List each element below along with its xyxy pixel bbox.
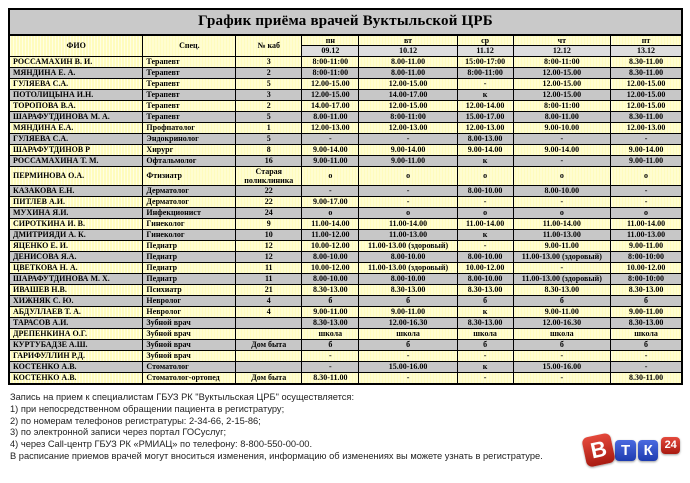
time-fri: 8.30-13.00 bbox=[611, 318, 682, 329]
time-tue: - bbox=[359, 351, 457, 362]
cabinet: 9 bbox=[236, 219, 302, 230]
time-thu: - bbox=[513, 197, 611, 208]
table-row bbox=[9, 285, 682, 296]
table-row bbox=[9, 307, 682, 318]
time-wed: к bbox=[457, 230, 513, 241]
time-thu: 8.30-13.00 bbox=[513, 285, 611, 296]
doctor-name: КОСТЕНКО А.В. bbox=[9, 362, 143, 373]
cabinet: 5 bbox=[236, 133, 302, 144]
time-tue: 9.00-14.00 bbox=[359, 144, 457, 155]
date-header-mon: 09.12 bbox=[302, 46, 359, 56]
specialty: Терапевт bbox=[143, 89, 236, 100]
time-tue: о bbox=[359, 166, 457, 185]
time-wed: 8.00-10.00 bbox=[457, 252, 513, 263]
table-row bbox=[9, 252, 682, 263]
time-tue: 15.00-16.00 bbox=[359, 362, 457, 373]
time-tue: - bbox=[359, 197, 457, 208]
time-fri: - bbox=[611, 362, 682, 373]
logo-tile: Т bbox=[615, 440, 636, 461]
table-row bbox=[9, 373, 682, 385]
time-tue: 12.00-15.00 bbox=[359, 78, 457, 89]
time-tue: - bbox=[359, 133, 457, 144]
time-thu: б bbox=[513, 340, 611, 351]
time-thu: 9.00-14.00 bbox=[513, 144, 611, 155]
time-mon: 10.00-12.00 bbox=[302, 263, 359, 274]
cabinet: 5 bbox=[236, 78, 302, 89]
time-fri: 9.00-14.00 bbox=[611, 144, 682, 155]
time-mon: 8:00-11:00 bbox=[302, 56, 359, 67]
time-fri: 8.30-11.00 bbox=[611, 56, 682, 67]
time-mon: 8.30-13.00 bbox=[302, 318, 359, 329]
column-header-fio: ФИО bbox=[9, 35, 143, 56]
cabinet: 16 bbox=[236, 155, 302, 166]
table-row bbox=[9, 351, 682, 362]
doctor-name: ПОТОЛИЦЫНА И.Н. bbox=[9, 89, 143, 100]
time-tue: школа bbox=[359, 329, 457, 340]
time-tue: 8.30-13.00 bbox=[359, 285, 457, 296]
doctor-name: КАЗАКОВА Е.Н. bbox=[9, 186, 143, 197]
table-row bbox=[9, 241, 682, 252]
time-tue: 14.00-17.00 bbox=[359, 89, 457, 100]
specialty: Педиатр bbox=[143, 263, 236, 274]
table-row bbox=[9, 78, 682, 89]
page-title: График приёма врачей Вуктыльской ЦРБ bbox=[9, 9, 682, 35]
cabinet: 2 bbox=[236, 100, 302, 111]
table-row bbox=[9, 296, 682, 307]
time-wed: о bbox=[457, 166, 513, 185]
specialty: Зубной врач bbox=[143, 318, 236, 329]
time-wed: 8.00-10.00 bbox=[457, 186, 513, 197]
day-header-fri: пт bbox=[611, 35, 682, 46]
doctor-name: МЯНДИНА Е.А. bbox=[9, 122, 143, 133]
time-wed: - bbox=[457, 241, 513, 252]
specialty: Зубной врач bbox=[143, 340, 236, 351]
time-thu: б bbox=[513, 296, 611, 307]
specialty: Стоматолог-ортопед bbox=[143, 373, 236, 385]
specialty: Невролог bbox=[143, 307, 236, 318]
specialty: Терапевт bbox=[143, 111, 236, 122]
table-row bbox=[9, 197, 682, 208]
specialty: Дерматолог bbox=[143, 186, 236, 197]
day-header-mon: пн bbox=[302, 35, 359, 46]
time-fri: школа bbox=[611, 329, 682, 340]
time-fri: 9.00-11.00 bbox=[611, 155, 682, 166]
time-mon: 10.00-12.00 bbox=[302, 241, 359, 252]
cabinet: 4 bbox=[236, 307, 302, 318]
time-tue: 8:00-11:00 bbox=[359, 111, 457, 122]
specialty: Психиатр bbox=[143, 285, 236, 296]
table-row bbox=[9, 100, 682, 111]
cabinet: 22 bbox=[236, 186, 302, 197]
logo-tile: В bbox=[581, 432, 616, 467]
table-row bbox=[9, 144, 682, 155]
time-thu: 8:00-11:00 bbox=[513, 100, 611, 111]
table-row bbox=[9, 67, 682, 78]
time-fri: 12.00-15.00 bbox=[611, 100, 682, 111]
cabinet bbox=[236, 351, 302, 362]
specialty: Эндокринолог bbox=[143, 133, 236, 144]
table-row bbox=[9, 318, 682, 329]
time-thu: - bbox=[513, 155, 611, 166]
time-wed: 10.00-12.00 bbox=[457, 263, 513, 274]
table-row bbox=[9, 329, 682, 340]
time-tue: 12.00-15.00 bbox=[359, 100, 457, 111]
footer-line: 2) по номерам телефонов регистратуры: 2-34-66, 2-15-86; bbox=[10, 415, 261, 426]
table-row bbox=[9, 133, 682, 144]
time-fri: 8.30-11.00 bbox=[611, 67, 682, 78]
time-fri: 12.00-15.00 bbox=[611, 78, 682, 89]
time-fri: о bbox=[611, 166, 682, 185]
time-fri: б bbox=[611, 340, 682, 351]
day-header-tue: вт bbox=[359, 35, 457, 46]
time-wed: 12.00-13.00 bbox=[457, 122, 513, 133]
time-mon: - bbox=[302, 362, 359, 373]
time-wed: - bbox=[457, 351, 513, 362]
time-fri: - bbox=[611, 133, 682, 144]
time-fri: 9.00-11.00 bbox=[611, 241, 682, 252]
vtk24-logo bbox=[584, 424, 680, 476]
specialty: Педиатр bbox=[143, 252, 236, 263]
cabinet: 12 bbox=[236, 241, 302, 252]
schedule-sheet bbox=[8, 8, 683, 385]
date-header-fri: 13.12 bbox=[611, 46, 682, 56]
specialty: Педиатр bbox=[143, 241, 236, 252]
time-mon: 12.00-15.00 bbox=[302, 78, 359, 89]
doctor-name: ШАРАФУТДИНОВА М. Х. bbox=[9, 274, 143, 285]
doctor-name: РОССАМАХИН В. И. bbox=[9, 56, 143, 67]
table-row bbox=[9, 56, 682, 67]
cabinet: Дом быта bbox=[236, 340, 302, 351]
time-mon: 8.30-13.00 bbox=[302, 285, 359, 296]
cabinet bbox=[236, 362, 302, 373]
column-header-cab: № каб bbox=[236, 35, 302, 56]
time-fri: 8:00-10:00 bbox=[611, 252, 682, 263]
time-fri: 8.30-11.00 bbox=[611, 111, 682, 122]
doctor-name: ТАРАСОВ А.И. bbox=[9, 318, 143, 329]
time-wed: к bbox=[457, 89, 513, 100]
doctor-name: КУРТУБАДЗЕ А.Ш. bbox=[9, 340, 143, 351]
time-thu: 12.00-16.30 bbox=[513, 318, 611, 329]
time-thu: 8.00-10.00 bbox=[513, 186, 611, 197]
time-mon: 14.00-17.00 bbox=[302, 100, 359, 111]
time-tue: б bbox=[359, 340, 457, 351]
specialty: Дерматолог bbox=[143, 197, 236, 208]
time-tue: 12.00-13.00 bbox=[359, 122, 457, 133]
table-row bbox=[9, 340, 682, 351]
time-mon: 9.00-14.00 bbox=[302, 144, 359, 155]
specialty: Профпатолог bbox=[143, 122, 236, 133]
table-row bbox=[9, 111, 682, 122]
time-tue: 11.00-14.00 bbox=[359, 219, 457, 230]
table-row bbox=[9, 89, 682, 100]
doctor-name: ДЕНИСОВА Я.А. bbox=[9, 252, 143, 263]
date-header-thu: 12.12 bbox=[513, 46, 611, 56]
time-fri: 8.30-11.00 bbox=[611, 373, 682, 385]
time-tue: - bbox=[359, 373, 457, 385]
doctor-name: ИВАШЕВ Н.В. bbox=[9, 285, 143, 296]
time-mon: о bbox=[302, 166, 359, 185]
time-wed: к bbox=[457, 155, 513, 166]
cabinet: 21 bbox=[236, 285, 302, 296]
footer-line: 1) при непосредственном обращении пациента в регистратуру; bbox=[10, 403, 285, 414]
time-fri: 8:00-10:00 bbox=[611, 274, 682, 285]
time-thu: 11.00-13.00 (здоровый) bbox=[513, 252, 611, 263]
time-wed: - bbox=[457, 373, 513, 385]
time-mon: 9.00-17.00 bbox=[302, 197, 359, 208]
table-row bbox=[9, 186, 682, 197]
time-thu: - bbox=[513, 373, 611, 385]
table-row bbox=[9, 166, 682, 185]
day-header-wed: ср bbox=[457, 35, 513, 46]
time-thu: 12.00-15.00 bbox=[513, 67, 611, 78]
time-mon: 8.00-10.00 bbox=[302, 252, 359, 263]
doctor-name: ШАРАФУТДИНОВА М. А. bbox=[9, 111, 143, 122]
time-fri: 9.00-11.00 bbox=[611, 307, 682, 318]
specialty: Терапевт bbox=[143, 78, 236, 89]
time-mon: б bbox=[302, 340, 359, 351]
logo-tile: К bbox=[638, 440, 659, 461]
specialty: Стоматолог bbox=[143, 362, 236, 373]
cabinet bbox=[236, 329, 302, 340]
time-mon: 12.00-13.00 bbox=[302, 122, 359, 133]
table-row bbox=[9, 230, 682, 241]
time-mon: 8:00-11:00 bbox=[302, 67, 359, 78]
doctor-name: РОССАМАХИНА Т. М. bbox=[9, 155, 143, 166]
time-mon: 8.00-10.00 bbox=[302, 274, 359, 285]
doctor-name: ПИТЛЕВ А.И. bbox=[9, 197, 143, 208]
cabinet: 11 bbox=[236, 274, 302, 285]
time-fri: - bbox=[611, 186, 682, 197]
specialty: Терапевт bbox=[143, 56, 236, 67]
cabinet: 5 bbox=[236, 111, 302, 122]
cabinet: 4 bbox=[236, 296, 302, 307]
table-row bbox=[9, 155, 682, 166]
cabinet: 10 bbox=[236, 230, 302, 241]
doctor-name: ГАРИФУЛЛИН Р.Д. bbox=[9, 351, 143, 362]
schedule-table bbox=[8, 8, 683, 385]
specialty: Инфекционист bbox=[143, 208, 236, 219]
time-thu: - bbox=[513, 351, 611, 362]
cabinet: 1 bbox=[236, 122, 302, 133]
time-thu: 12.00-15.00 bbox=[513, 89, 611, 100]
time-tue: 11.00-13.00 (здоровый) bbox=[359, 263, 457, 274]
time-wed: к bbox=[457, 307, 513, 318]
time-wed: к bbox=[457, 362, 513, 373]
cabinet: 24 bbox=[236, 208, 302, 219]
time-mon: - bbox=[302, 133, 359, 144]
doctor-name: СИРОТКИНА И. В. bbox=[9, 219, 143, 230]
time-thu: о bbox=[513, 166, 611, 185]
specialty: Терапевт bbox=[143, 67, 236, 78]
time-tue: 8.00-11.00 bbox=[359, 67, 457, 78]
time-thu: - bbox=[513, 133, 611, 144]
column-header-spec: Спец. bbox=[143, 35, 236, 56]
time-tue: - bbox=[359, 186, 457, 197]
cabinet: 12 bbox=[236, 252, 302, 263]
time-mon: школа bbox=[302, 329, 359, 340]
time-wed: о bbox=[457, 208, 513, 219]
table-row bbox=[9, 122, 682, 133]
time-wed: 15.00-17.00 bbox=[457, 111, 513, 122]
footer-line: 3) по электронной записи через портал ГОСуслуг; bbox=[10, 427, 227, 438]
time-wed: 8.30-13.00 bbox=[457, 318, 513, 329]
time-wed: б bbox=[457, 296, 513, 307]
logo-tile: 24 bbox=[661, 437, 680, 454]
doctor-name: ЯЦЕНКО Е. И. bbox=[9, 241, 143, 252]
specialty: Офтальмолог bbox=[143, 155, 236, 166]
time-mon: 9.00-11.00 bbox=[302, 307, 359, 318]
time-mon: 11.00-12.00 bbox=[302, 230, 359, 241]
specialty: Фтизиатр bbox=[143, 166, 236, 185]
doctor-name: ДМИТРИЯДИ А. К. bbox=[9, 230, 143, 241]
table-row bbox=[9, 263, 682, 274]
footer-line: В расписание приемов врачей могут вноситься изменения, информацию об изменениях вы можете узнать в регистратуре. bbox=[10, 450, 543, 461]
table-row bbox=[9, 274, 682, 285]
doctor-name: МЯНДИНА Е. А. bbox=[9, 67, 143, 78]
specialty: Гинеколог bbox=[143, 230, 236, 241]
time-thu: 8.00-11.00 bbox=[513, 111, 611, 122]
time-thu: 12.00-15.00 bbox=[513, 78, 611, 89]
time-tue: 9.00-11.00 bbox=[359, 155, 457, 166]
time-fri: - bbox=[611, 351, 682, 362]
doctor-name: МУХИНА Я.И. bbox=[9, 208, 143, 219]
time-mon: - bbox=[302, 351, 359, 362]
cabinet: 2 bbox=[236, 67, 302, 78]
time-wed: 15:00-17:00 bbox=[457, 56, 513, 67]
table-row bbox=[9, 208, 682, 219]
time-fri: 8.30-13.00 bbox=[611, 285, 682, 296]
time-thu: о bbox=[513, 208, 611, 219]
table-row bbox=[9, 362, 682, 373]
cabinet: 3 bbox=[236, 89, 302, 100]
time-mon: 11.00-14.00 bbox=[302, 219, 359, 230]
specialty: Зубной врач bbox=[143, 329, 236, 340]
time-tue: 11.00-13.00 bbox=[359, 230, 457, 241]
time-fri: 10.00-12.00 bbox=[611, 263, 682, 274]
time-fri: 11.00-14.00 bbox=[611, 219, 682, 230]
time-tue: 8.00-11.00 bbox=[359, 56, 457, 67]
cabinet: Дом быта bbox=[236, 373, 302, 385]
time-thu: 11.00-14.00 bbox=[513, 219, 611, 230]
time-fri: 12.00-13.00 bbox=[611, 122, 682, 133]
doctor-name: ГУЛЯЕВА С.А. bbox=[9, 78, 143, 89]
time-wed: 8.00-10.00 bbox=[457, 274, 513, 285]
time-mon: 8.00-11.00 bbox=[302, 111, 359, 122]
time-thu: 8:00-11:00 bbox=[513, 56, 611, 67]
footer-line: 4) через Call-центр ГБУЗ РК «РМИАЦ» по телефону: 8-800-550-00-00. bbox=[10, 439, 313, 450]
cabinet: 3 bbox=[236, 56, 302, 67]
time-thu: 9.00-11.00 bbox=[513, 307, 611, 318]
time-thu: - bbox=[513, 263, 611, 274]
time-mon: 9.00-11.00 bbox=[302, 155, 359, 166]
time-wed: - bbox=[457, 78, 513, 89]
doctor-name: ПЕРМИНОВА О.А. bbox=[9, 166, 143, 185]
doctor-name: ШАРАФУТДИНОВ Р bbox=[9, 144, 143, 155]
time-thu: 15.00-16.00 bbox=[513, 362, 611, 373]
date-header-wed: 11.12 bbox=[457, 46, 513, 56]
time-tue: 8.00-10.00 bbox=[359, 252, 457, 263]
time-wed: 9.00-14.00 bbox=[457, 144, 513, 155]
date-header-tue: 10.12 bbox=[359, 46, 457, 56]
time-tue: 12.00-16.30 bbox=[359, 318, 457, 329]
doctor-name: АБДУЛЛАЕВ Т. А. bbox=[9, 307, 143, 318]
time-thu: 9.00-11.00 bbox=[513, 241, 611, 252]
time-mon: 12.00-15.00 bbox=[302, 89, 359, 100]
doctor-name: ГУЛЯЕВА С.А. bbox=[9, 133, 143, 144]
time-wed: 11.00-14.00 bbox=[457, 219, 513, 230]
table-row bbox=[9, 219, 682, 230]
time-tue: 8.00-10.00 bbox=[359, 274, 457, 285]
time-tue: 11.00-13.00 (здоровый) bbox=[359, 241, 457, 252]
time-mon: 8.30-11.00 bbox=[302, 373, 359, 385]
time-wed: 12.00-14.00 bbox=[457, 100, 513, 111]
time-thu: школа bbox=[513, 329, 611, 340]
time-wed: б bbox=[457, 340, 513, 351]
day-header-thu: чт bbox=[513, 35, 611, 46]
time-fri: 12.00-15.00 bbox=[611, 89, 682, 100]
time-fri: о bbox=[611, 208, 682, 219]
specialty: Терапевт bbox=[143, 100, 236, 111]
cabinet bbox=[236, 318, 302, 329]
footer-line: Запись на прием к специалистам ГБУЗ РК "Вуктыльская ЦРБ" осуществляется: bbox=[10, 392, 355, 402]
time-tue: о bbox=[359, 208, 457, 219]
time-mon: - bbox=[302, 186, 359, 197]
time-fri: 11.00-13.00 bbox=[611, 230, 682, 241]
time-tue: б bbox=[359, 296, 457, 307]
time-wed: 8.00-13.00 bbox=[457, 133, 513, 144]
doctor-name: ТОРОПОВА В.А. bbox=[9, 100, 143, 111]
time-fri: б bbox=[611, 296, 682, 307]
specialty: Гинеколог bbox=[143, 219, 236, 230]
doctor-name: ЦВЕТКОВА Н. А. bbox=[9, 263, 143, 274]
time-wed: школа bbox=[457, 329, 513, 340]
cabinet: 11 bbox=[236, 263, 302, 274]
time-mon: о bbox=[302, 208, 359, 219]
doctor-name: КОСТЕНКО А.В. bbox=[9, 373, 143, 385]
time-tue: 9.00-11.00 bbox=[359, 307, 457, 318]
specialty: Зубной врач bbox=[143, 351, 236, 362]
doctor-name: ДРЕПЕНКИНА О.Г. bbox=[9, 329, 143, 340]
specialty: Хирург bbox=[143, 144, 236, 155]
doctor-name: ХИЖНЯК С. Ю. bbox=[9, 296, 143, 307]
cabinet: 8 bbox=[236, 144, 302, 155]
time-thu: 11.00-13.00 (здоровый) bbox=[513, 274, 611, 285]
time-wed: 8.30-13.00 bbox=[457, 285, 513, 296]
specialty: Педиатр bbox=[143, 274, 236, 285]
time-thu: 9.00-10.00 bbox=[513, 122, 611, 133]
specialty: Невролог bbox=[143, 296, 236, 307]
time-wed: - bbox=[457, 197, 513, 208]
time-fri: - bbox=[611, 197, 682, 208]
time-mon: б bbox=[302, 296, 359, 307]
cabinet: 22 bbox=[236, 197, 302, 208]
cabinet: Старая поликлиника bbox=[236, 166, 302, 185]
time-wed: 8:00-11:00 bbox=[457, 67, 513, 78]
time-thu: 11.00-13.00 bbox=[513, 230, 611, 241]
